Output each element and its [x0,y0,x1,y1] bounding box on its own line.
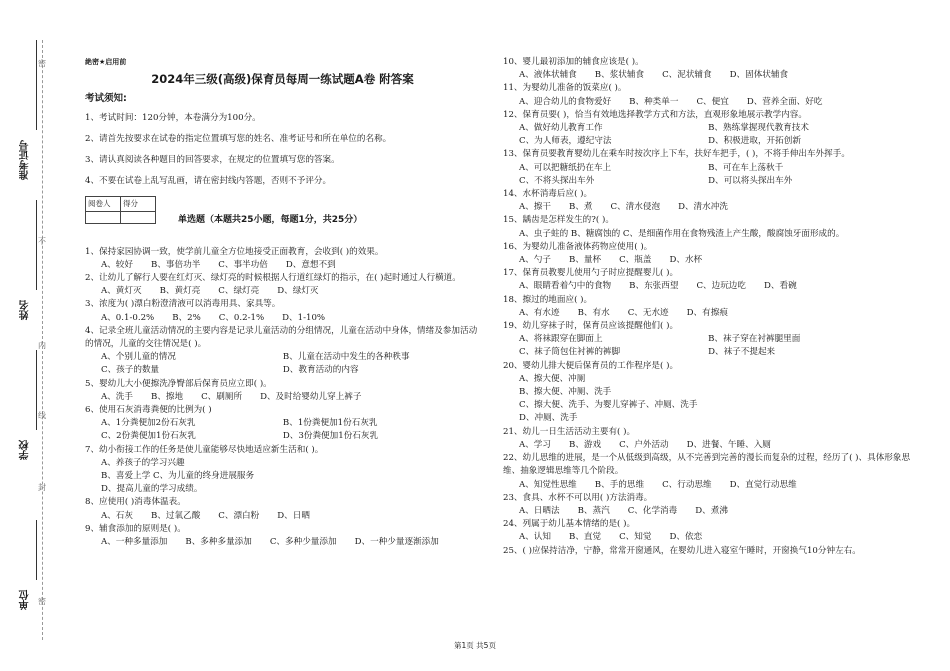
seal-mark: 密 [38,597,46,606]
option-group [503,254,913,267]
answer-option[interactable]: C、刷厕所 [201,391,243,402]
option-group [85,312,480,325]
answer-option[interactable]: C、袜子筒包住衬裤的裤脚 [519,347,621,358]
answer-option[interactable]: A、较好 [101,259,133,270]
seal-mark: 线 [38,411,46,420]
question-item [503,109,913,149]
option-group [503,201,913,214]
question-stem: 16、为婴幼儿准备液体药物应使用( )。 [503,241,653,252]
option-group [85,351,480,377]
answer-option[interactable]: A、日晒法 [519,505,560,516]
notice-item: 3、请认真阅读各种题目的回答要求，在规定的位置填写您的答案。 [85,155,340,166]
answer-option[interactable]: B、可在车上荡秋千 [708,162,784,173]
binding-field-exam-number: 准考证号 [20,140,31,180]
question-stem: 23、食具、水杯不可以用( )方法消毒。 [503,492,653,503]
answer-option[interactable]: C、无水迹 [627,307,669,318]
option-group [85,536,480,549]
answer-option[interactable]: D、进餐、午睡、入厕 [686,439,771,450]
answer-option[interactable]: C、清水侵泡 [610,202,661,213]
answer-option[interactable]: C、知觉 [619,532,652,543]
question-stem: 1、保持家园协调一致，使学前儿童全方位地接受正面教育，会收到( )的效果。 [85,246,384,257]
answer-option[interactable]: D、直觉行动思维 [729,479,797,490]
question-item [85,404,480,444]
answer-option[interactable]: C、行动思维 [662,479,712,490]
answer-option[interactable]: B、游戏 [569,439,602,450]
answer-option[interactable]: B、种类单一 [629,96,679,107]
question-item [503,492,913,518]
answer-option[interactable]: B、蒸汽 [577,505,610,516]
question-item [503,214,913,240]
answer-option[interactable]: A、个别儿童的情况 [101,352,176,363]
binding-margin [0,0,72,671]
question-item [503,320,913,360]
question-stem: 2、让幼儿了解行人要在红灯灭、绿灯亮的时候根据人行道红绿灯的指示，在( )起时通过人行横道。 [85,273,461,284]
answer-option[interactable]: C、户外活动 [619,439,669,450]
question-stem: 6、使用石灰消毒粪便的比例为( ) [85,405,212,416]
question-item [85,523,480,549]
answer-option[interactable]: B、熟练掌握现代教育技术 [708,123,809,134]
question-stem: 5、婴幼儿大小便擦洗净臀部后保育员应立即( )。 [85,378,272,389]
binding-field-school: 学校 [20,440,31,460]
binding-field-unit: 单位 [20,590,31,610]
answer-option[interactable]: A、学习 [519,439,551,450]
question-item [85,325,480,378]
section-title: 单选题（本题共25小题，每题1分，共25分） [178,215,363,226]
option-group [503,228,913,241]
answer-option[interactable]: B、手的思维 [594,479,645,490]
answer-option[interactable]: C、瓶盖 [619,255,652,266]
option-group [503,96,913,109]
question-stem: 10、婴儿最初添加的辅食应该是( )。 [503,57,644,67]
answer-option[interactable]: B、多种多量添加 [185,537,252,548]
grader-label: 阅卷人 [86,197,121,211]
question-item [503,82,913,108]
answer-option[interactable]: C、化学消毒 [627,505,678,516]
question-item [503,267,913,293]
answer-option[interactable]: B、浆状辅食 [594,70,645,81]
question-stem: 12、保育员要( )，恰当有效地选择教学方式和方法，直观形象地展示教学内容。 [503,109,807,120]
answer-option[interactable]: C、便宜 [696,96,729,107]
question-item [503,148,913,188]
question-item [85,496,480,522]
question-item [503,426,913,452]
answer-option[interactable]: D、可以将头探出车外 [708,175,793,186]
answer-option[interactable]: D、清水冲洗 [678,202,728,213]
answer-option[interactable]: D、固体状辅食 [729,70,789,81]
answer-option[interactable]: B、有水 [577,307,610,318]
question-item [85,246,480,272]
answer-option[interactable]: A、0.1-0.2% [101,312,155,323]
option-group [503,122,913,148]
answer-option[interactable]: A、勺子 [519,255,551,266]
seal-mark: 内 [38,341,46,350]
answer-option[interactable]: C、为人师表，遵纪守法 [519,136,612,147]
answer-option[interactable]: A、1分粪便加2份石灰乳 [101,418,196,429]
right-column [503,56,913,558]
answer-option[interactable]: A、有水迹 [519,307,560,318]
option-group [503,479,913,492]
answer-option[interactable]: D、有擦痕 [686,307,728,318]
answer-option[interactable]: D、3份粪便加1份石灰乳 [282,431,379,442]
question-stem: 25、( )应保持洁净，宁静，常常开窗通风，在婴幼儿进入寝室午睡时，开窗换气10分钟左右。 [503,545,861,556]
answer-option[interactable]: A、认知 [519,532,551,543]
question-item [503,241,913,267]
answer-option[interactable]: B、擦大便、冲厕、洗手 [519,387,612,398]
answer-option[interactable]: C、擦大便、洗手、为婴儿穿裤子、冲厕、洗手 [519,400,698,411]
answer-option[interactable]: D、袜子不提起来 [708,347,776,358]
option-group [503,439,913,452]
question-stem: 18、擦过的地面应( )。 [503,294,593,305]
answer-option[interactable]: A、做好幼儿教育工作 [519,123,603,134]
answer-option[interactable]: B、黄灯亮 [159,286,201,297]
question-stem: 3、浓度为( )漂白粉澄清液可以消毒用具、家具等。 [85,299,281,310]
answer-option[interactable]: D、冲厕、洗手 [519,413,578,424]
answer-option[interactable]: C、多种少量添加 [269,537,337,548]
option-group [503,69,913,82]
page-footer: 第1页 共5页 [454,641,496,650]
answer-option[interactable]: C、边玩边吃 [696,281,746,292]
answer-option[interactable]: D、一种少量逐渐添加 [354,537,439,548]
answer-option[interactable]: C、绿灯亮 [218,286,260,297]
answer-option[interactable]: A、迎合幼儿的食物爱好 [519,96,612,107]
answer-option[interactable]: A、液体状辅食 [519,70,577,81]
question-stem: 14、水杯消毒后应( )。 [503,189,593,200]
answer-option[interactable]: A、可以把糖纸扔在车上 [519,162,612,173]
option-group [503,333,913,359]
seal-mark: 密 [38,59,46,68]
answer-option[interactable]: D、水杯 [669,255,703,266]
seal-mark: 不 [38,237,46,246]
name-blank[interactable] [36,200,37,290]
question-item [503,452,913,492]
question-item [85,444,480,497]
option-group [85,285,480,298]
question-item [503,294,913,320]
school-blank[interactable] [36,350,37,430]
question-stem: 22、幼儿思维的进展，是一个从低级到高级，从不完善到完善的漫长而复杂的过程，经历了( )、具体形象思维、抽象逻辑思维等几个阶段。 [503,453,911,477]
answer-option[interactable]: C、0.2-1% [218,312,265,323]
answer-option[interactable]: A、石灰 [101,510,133,521]
answer-option[interactable]: A、知觉性思维 [519,479,577,490]
question-item [503,360,913,426]
question-stem: 19、幼儿穿袜子时，保育员应该提醒他们( )。 [503,321,679,332]
question-item [503,188,913,214]
answer-option[interactable]: A、养孩子的学习兴趣 [101,457,185,468]
answer-option[interactable]: D、教育活动的内容 [282,365,359,376]
answer-option[interactable]: D、及时给婴幼儿穿上裤子 [260,391,362,402]
question-item [503,545,913,558]
answer-option[interactable]: C、孩子的数量 [101,365,160,376]
question-stem: 20、婴幼儿排大便后保育员的工作程序是( )。 [503,360,679,371]
notice-heading: 考试须知: [85,93,127,105]
exam-number-blank[interactable] [36,40,37,130]
answer-option[interactable]: D、依恋 [669,532,703,543]
option-group [85,417,480,443]
question-item [503,518,913,544]
section-header [85,196,480,227]
answer-option[interactable]: A、擦大便、冲厕 [519,373,586,384]
left-column [85,56,480,549]
secret-label: 絶密★启用前 [85,58,127,66]
question-stem: 7、幼小衔接工作的任务是使儿童能够尽快地适应新生活和( )。 [85,444,324,455]
question-item [85,298,480,324]
answer-option[interactable]: D、看碗 [764,281,797,292]
answer-option[interactable]: D、绿灯灭 [277,286,319,297]
score-blank[interactable] [121,211,156,223]
answer-option[interactable]: A、黄灯灭 [101,286,142,297]
option-group [503,505,913,518]
option-group [503,373,913,426]
question-item [85,378,480,404]
answer-option[interactable]: A、眼睛看着勺中的食物 [519,281,612,292]
answer-option[interactable]: B、事倍功半 [151,259,201,270]
unit-blank[interactable] [36,520,37,580]
answer-option[interactable]: A、一种多量添加 [101,537,168,548]
notice-item: 1、考试时间：120分钟，本卷满分为100分。 [85,112,261,123]
answer-option[interactable]: B、直觉 [569,532,602,543]
question-stem: 13、保育员要教育婴幼儿在乘车时按次序上下车，扶好车把手，( )，不将手伸出车外挥手。 [503,149,850,160]
answer-option[interactable]: C、漂白粉 [218,510,260,521]
question-stem: 8、应使用( )消毒体温表。 [85,497,186,508]
notice-item: 4、不要在试卷上乱写乱画，请在密封线内答题，否则不予评分。 [85,176,332,187]
score-label: 得分 [121,197,156,211]
question-stem: 24、列属于幼儿基本情绪的是( )。 [503,519,636,530]
option-group [85,457,480,497]
answer-option[interactable]: A、将袜跟穿在脚面上 [519,334,603,345]
option-group [503,280,913,293]
question-stem: 21、幼儿一日生活活动主要有( )。 [503,426,636,437]
answer-option[interactable]: B、擦地 [151,391,184,402]
answer-option[interactable]: D、日晒 [277,510,310,521]
answer-option[interactable]: B、袜子穿在衬裤腿里面 [708,334,801,345]
exam-title: 2024年三级(高级)保育员每周一练试题A卷 附答案 [151,72,414,87]
answer-option[interactable]: D、意想不到 [285,259,336,270]
option-group [85,391,480,404]
answer-option[interactable]: D、提高儿童的学习成绩。 [101,484,203,495]
grader-blank[interactable] [86,211,121,223]
answer-option[interactable]: B、量杯 [569,255,602,266]
question-stem: 17、保育员教婴儿使用勺子时应提醒婴儿( )。 [503,268,679,279]
answer-option[interactable]: A、洗手 [101,391,133,402]
question-item [85,272,480,298]
notice-item: 2、请首先按要求在试卷的指定位置填写您的姓名、准考证号和所在单位的名称。 [85,133,392,144]
option-group [503,531,913,544]
answer-option[interactable]: C、泥状辅食 [662,70,712,81]
answer-option[interactable]: C、不将头探出车外 [519,175,595,186]
question-stem: 11、为婴幼儿准备的饭菜应( )。 [503,83,627,94]
answer-option[interactable]: B、过氧乙酸 [151,510,201,521]
answer-option[interactable]: D、营养全面、好吃 [746,96,823,107]
answer-option[interactable]: B、煮 [569,202,593,213]
answer-option[interactable]: D、煮沸 [695,505,728,516]
answer-option[interactable]: A、虫子蛀的 B、糖腐蚀的 C、是细菌作用在食物残渣上产生酸，酸腐蚀牙面形成的。 [519,228,845,239]
score-box [85,196,156,223]
answer-option[interactable]: D、积极进取，开拓创新 [708,136,801,147]
question-list-left [85,246,480,550]
answer-option[interactable]: A、擦干 [519,202,551,213]
answer-option[interactable]: B、儿童在活动中发生的各种秩事 [282,352,410,363]
seal-mark: 封 [38,483,46,492]
answer-option[interactable]: B、东张西望 [629,281,679,292]
notice-list [85,112,480,189]
question-stem: 9、辅食添加的原则是( )。 [85,523,186,534]
answer-option[interactable]: B、2% [172,312,201,323]
answer-option[interactable]: D、1-10% [282,312,326,323]
option-group [85,259,480,272]
option-group [503,307,913,320]
question-list-right [503,56,913,558]
answer-option[interactable]: C、事半功倍 [218,259,268,270]
question-stem: 15、龋齿是怎样发生的?( )。 [503,215,614,226]
question-item [503,56,913,82]
option-group [85,510,480,523]
answer-option[interactable]: C、2份粪便加1份石灰乳 [101,431,196,442]
answer-option[interactable]: B、1份粪便加1份石灰乳 [282,418,378,429]
option-group [503,162,913,188]
binding-field-name: 姓名 [20,300,31,320]
answer-option[interactable]: B、喜爱上学 C、为儿童的终身进展服务 [101,471,255,482]
question-stem: 4、记录全班儿童活动情况的主要内容是记录儿童活动的分组情况，儿童在活动中身体，情绪及参加活动的情况，儿童的交往情况是( )。 [85,325,478,350]
